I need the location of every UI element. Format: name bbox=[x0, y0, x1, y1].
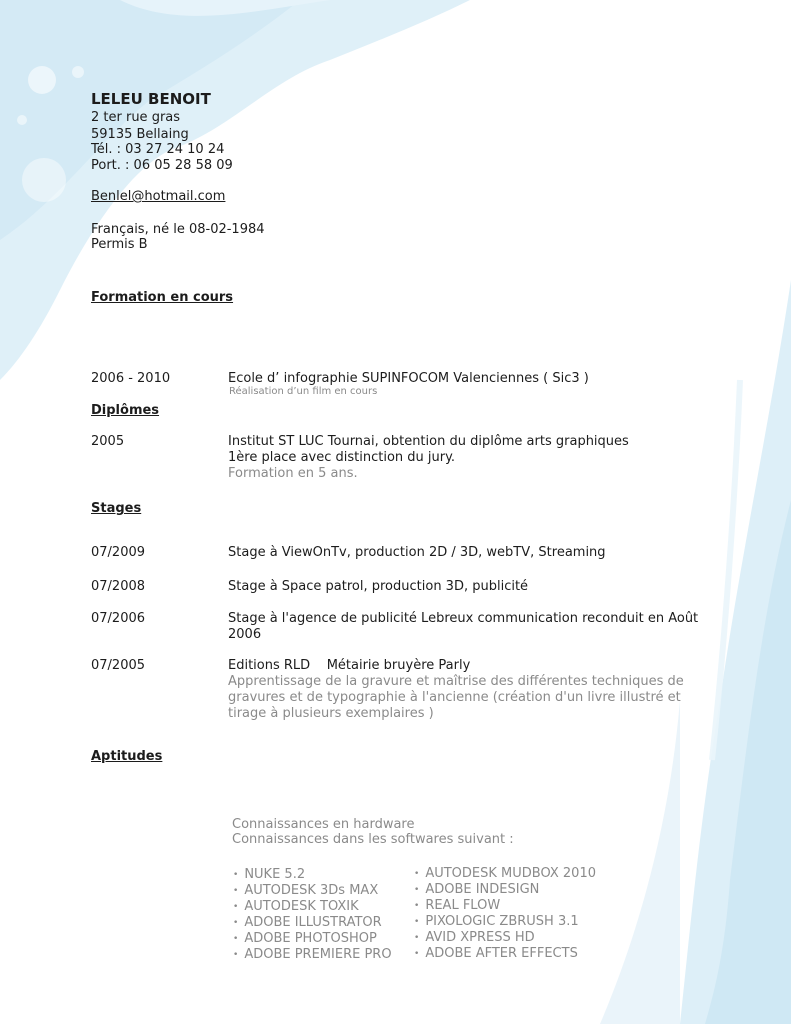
diplome-note: Formation en 5 ans. bbox=[228, 466, 358, 481]
hardware-skills: Connaissances en hardware bbox=[232, 817, 415, 832]
driving-license: Permis B bbox=[91, 237, 148, 252]
bullet-icon: • bbox=[414, 949, 420, 959]
software-list-right bbox=[414, 866, 596, 962]
list-item: • ADOBE PHOTOSHOP bbox=[233, 931, 377, 946]
list-item: • AUTODESK MUDBOX 2010 bbox=[414, 866, 596, 881]
stage-date: 07/2008 bbox=[91, 579, 146, 594]
list-item: • AUTODESK TOXIK bbox=[233, 899, 359, 914]
stage-description: Stage à ViewOnTv, production 2D / 3D, webTV, Streaming bbox=[228, 545, 606, 560]
email-link[interactable]: Benlel@hotmail.com bbox=[91, 189, 226, 204]
section-heading-aptitudes: Aptitudes bbox=[91, 749, 163, 764]
section-heading-formation: Formation en cours bbox=[91, 290, 234, 305]
address-line-1: 2 ter rue gras bbox=[91, 110, 181, 125]
bullet-icon: • bbox=[233, 870, 239, 880]
nationality-birthdate: Français, né le 08-02-1984 bbox=[91, 222, 265, 237]
bullet-icon: • bbox=[233, 950, 239, 960]
list-item: • NUKE 5.2 bbox=[233, 867, 306, 882]
stage-date: 07/2009 bbox=[91, 545, 146, 560]
mobile-number: Port. : 06 05 28 58 09 bbox=[91, 158, 233, 173]
list-item: • AVID XPRESS HD bbox=[414, 930, 535, 945]
address-line-2: 59135 Bellaing bbox=[91, 127, 189, 142]
stage-date: 07/2006 bbox=[91, 611, 146, 626]
phone-number: Tél. : 03 27 24 10 24 bbox=[91, 142, 225, 157]
list-item: • REAL FLOW bbox=[414, 898, 501, 913]
bullet-icon: • bbox=[414, 933, 420, 943]
bullet-icon: • bbox=[414, 901, 420, 911]
formation-note: Réalisation d’un film en cours bbox=[229, 386, 378, 397]
bullet-icon: • bbox=[233, 918, 239, 928]
stage-description: Editions RLD Métairie bruyère Parly bbox=[228, 658, 471, 673]
stage-note: Apprentissage de la gravure et maîtrise des différentes techniques de gravures et de typographie à l'ancienne (création d'un livre illustré et tirage à plusieurs exemplaires ) bbox=[228, 674, 684, 721]
bullet-icon: • bbox=[233, 902, 239, 912]
bullet-icon: • bbox=[233, 886, 239, 896]
bullet-icon: • bbox=[233, 934, 239, 944]
stage-description: Stage à l'agence de publicité Lebreux communication reconduit en Août 2006 bbox=[228, 611, 699, 642]
list-item: • AUTODESK 3Ds MAX bbox=[233, 883, 379, 898]
bullet-icon: • bbox=[414, 917, 420, 927]
diplome-line-2: 1ère place avec distinction du jury. bbox=[228, 450, 456, 465]
diplome-line-1: Institut ST LUC Tournai, obtention du diplôme arts graphiques bbox=[228, 434, 629, 449]
diplome-date: 2005 bbox=[91, 434, 125, 449]
bullet-icon: • bbox=[414, 885, 420, 895]
list-item: • PIXOLOGIC ZBRUSH 3.1 bbox=[414, 914, 579, 929]
bullet-icon: • bbox=[414, 869, 420, 879]
stage-date: 07/2005 bbox=[91, 658, 146, 673]
list-item: • ADOBE AFTER EFFECTS bbox=[414, 946, 578, 961]
formation-date: 2006 - 2010 bbox=[91, 371, 171, 386]
list-item: • ADOBE INDESIGN bbox=[414, 882, 540, 897]
stage-description: Stage à Space patrol, production 3D, publicité bbox=[228, 579, 529, 594]
list-item: • ADOBE ILLUSTRATOR bbox=[233, 915, 382, 930]
list-item: • ADOBE PREMIERE PRO bbox=[233, 947, 392, 962]
section-heading-diplomes: Diplômes bbox=[91, 403, 160, 418]
candidate-name: LELEU BENOIT bbox=[91, 90, 211, 108]
formation-title: Ecole d’ infographie SUPINFOCOM Valenciennes ( Sic3 ) bbox=[228, 371, 589, 386]
software-skills-intro: Connaissances dans les softwares suivant : bbox=[232, 832, 514, 847]
section-heading-stages: Stages bbox=[91, 501, 142, 516]
software-list-left bbox=[233, 867, 392, 963]
